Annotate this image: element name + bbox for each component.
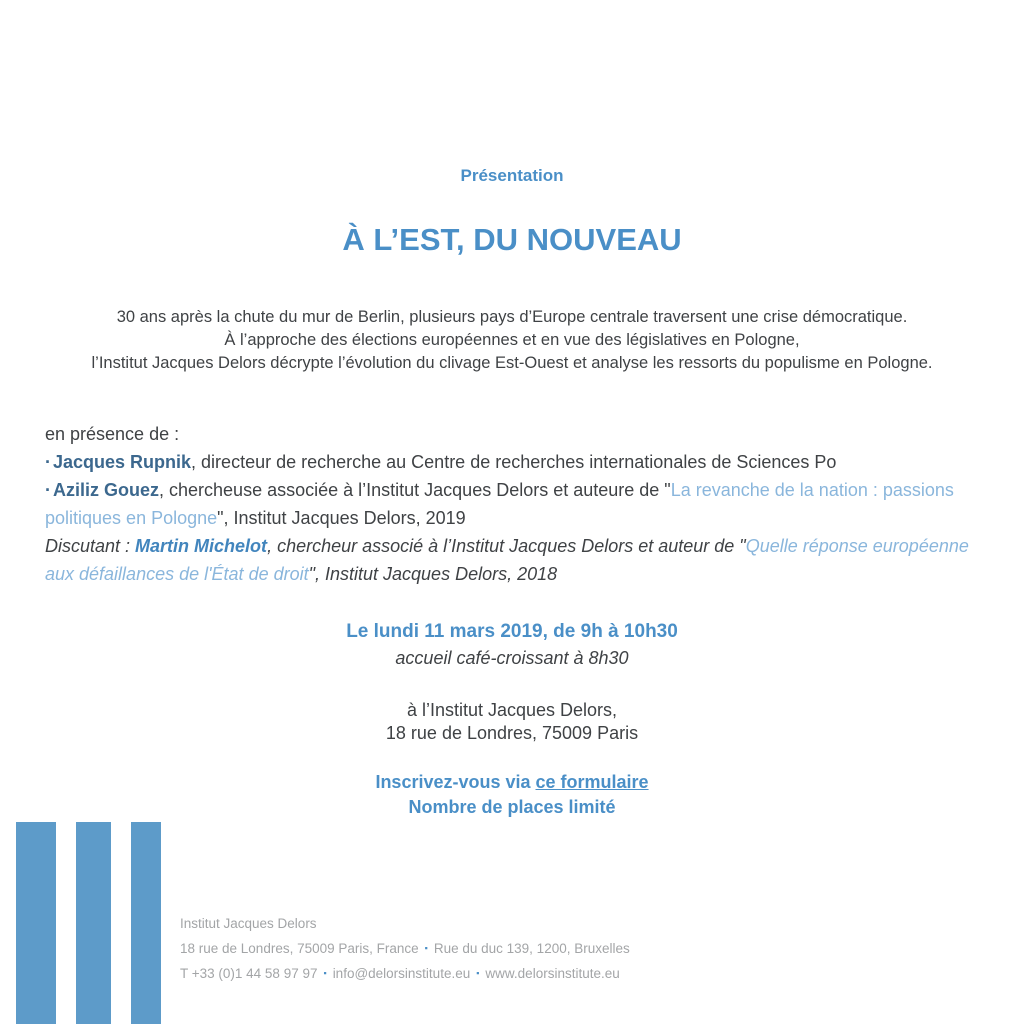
discussant-description: , chercheur associé à l’Institut Jacques Delors et auteur de " (267, 536, 746, 556)
intro-paragraph (0, 306, 1024, 375)
footer (180, 911, 630, 986)
intro-line-1: 30 ans après la chute du mur de Berlin, plusieurs pays d’Europe centrale traversent une crise démocratique. (116, 308, 908, 326)
speaker-line-gouez (45, 476, 990, 532)
capacity-note: Nombre de places limité (408, 797, 616, 817)
logo-bar-icon (16, 822, 56, 1024)
footer-address-brussels: Rue du duc 139, 1200, Bruxelles (433, 941, 630, 956)
speaker-gouez-description: , chercheuse associée à l’Institut Jacques Delors et auteure de " (159, 480, 671, 500)
location-line-2: 18 rue de Londres, 75009 Paris (385, 723, 639, 743)
bullet-icon: · (45, 452, 51, 472)
separator-icon: ▪ (476, 968, 480, 978)
registration-block (0, 770, 1024, 820)
speaker-name-rupnik: Jacques Rupnik (53, 452, 192, 472)
event-datetime: Le lundi 11 mars 2019, de 9h à 10h30 (346, 621, 678, 642)
speaker-line-rupnik (45, 448, 990, 476)
register-form-link[interactable]: ce formulaire (535, 772, 649, 792)
footer-contact (180, 961, 630, 986)
discussant-publication: ", Institut Jacques Delors, 2018 (308, 564, 558, 584)
speakers-label: en présence de : (45, 424, 180, 444)
register-prefix: Inscrivez-vous via (375, 772, 536, 792)
footer-org-name: Institut Jacques Delors (180, 916, 317, 931)
footer-address-paris: 18 rue de Londres, 75009 Paris, France (180, 941, 419, 956)
intro-line-2: À l’approche des élections européennes et en vue des législatives en Pologne, (224, 331, 800, 349)
location-line-1: à l’Institut Jacques Delors, (406, 700, 618, 720)
speaker-rupnik-description: , directeur de recherche au Centre de recherches internationales de Sciences Po (191, 452, 837, 472)
kicker: Présentation (460, 166, 564, 185)
intro-line-3: l’Institut Jacques Delors décrypte l’évolution du clivage Est-Ouest et analyse les ressorts du populisme en Pologne. (91, 354, 933, 372)
work-title-link-michelot[interactable]: Quelle réponse européenne aux défaillances de l'État de droit (45, 536, 969, 584)
bullet-icon: · (45, 480, 51, 500)
speaker-name-michelot: Martin Michelot (135, 536, 268, 556)
discussant-line (45, 532, 990, 588)
logo-bar-icon (131, 822, 161, 1024)
speakers-block (45, 420, 990, 588)
discussant-prefix: Discutant : (45, 536, 136, 556)
work-title-link-gouez[interactable]: La revanche de la nation : passions politiques en Pologne (45, 480, 954, 528)
footer-website-link[interactable]: www.delorsinstitute.eu (485, 966, 620, 981)
speaker-gouez-publication: ", Institut Jacques Delors, 2019 (217, 508, 466, 528)
separator-icon: ▪ (424, 943, 428, 953)
footer-email-link[interactable]: info@delorsinstitute.eu (332, 966, 471, 981)
logo-bar-icon (76, 822, 111, 1024)
event-welcome-note: accueil café-croissant à 8h30 (395, 648, 629, 668)
footer-addresses (180, 936, 630, 961)
footer-phone: T +33 (0)1 44 58 97 97 (180, 966, 318, 981)
separator-icon: ▪ (323, 968, 327, 978)
institute-logo (16, 822, 161, 1024)
event-location (0, 699, 1024, 745)
register-line (0, 770, 1024, 795)
page-title: À L’EST, DU NOUVEAU (342, 222, 682, 257)
speaker-name-gouez: Aziliz Gouez (53, 480, 160, 500)
